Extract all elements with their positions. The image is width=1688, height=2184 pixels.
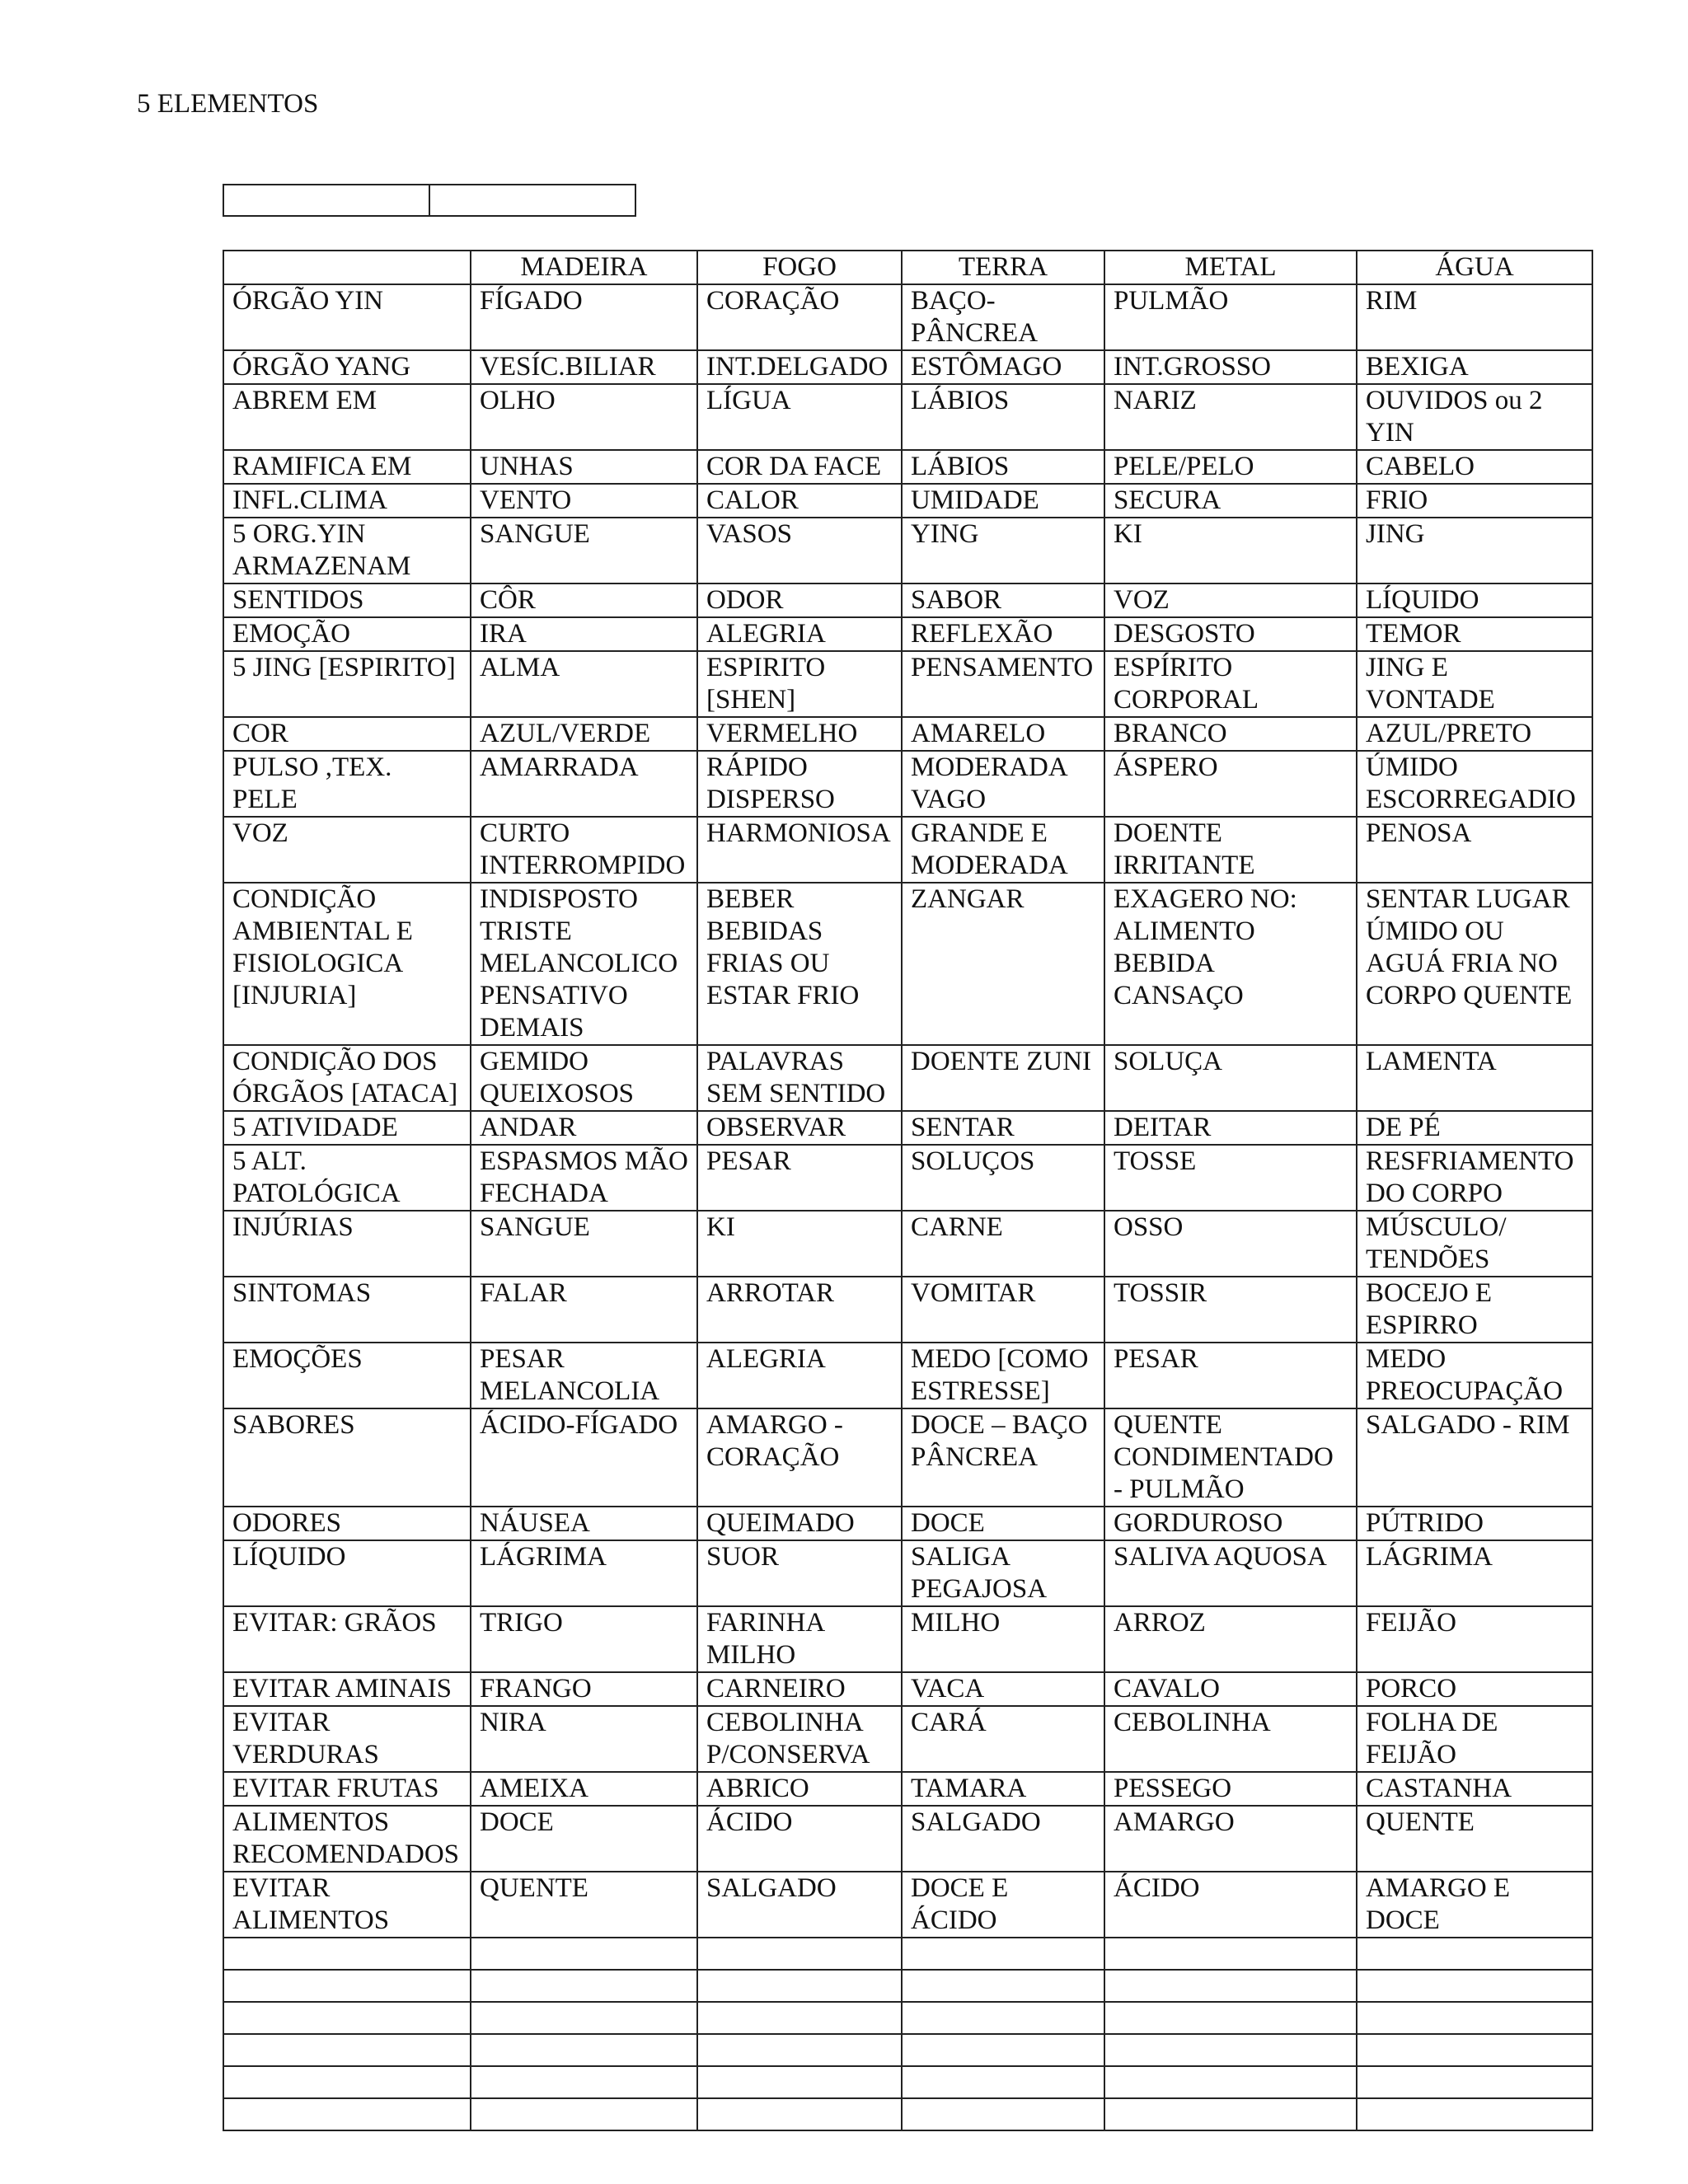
metal-cell: PESSEGO xyxy=(1104,1772,1357,1806)
madeira-cell: NÁUSEA xyxy=(471,1507,697,1540)
agua-cell: MEDO PREOCUPAÇÃO xyxy=(1357,1343,1592,1408)
terra-cell: MILHO xyxy=(902,1606,1104,1672)
empty-cell xyxy=(1357,2034,1592,2066)
empty-row xyxy=(223,2002,1592,2034)
table-row xyxy=(223,1672,1592,1706)
row-label-cell: COR xyxy=(223,717,471,751)
agua-cell: FEIJÃO xyxy=(1357,1606,1592,1672)
empty-cell xyxy=(471,1970,697,2002)
metal-cell: AMARGO xyxy=(1104,1806,1357,1872)
row-label-cell: ODORES xyxy=(223,1507,471,1540)
terra-cell: CARNE xyxy=(902,1211,1104,1277)
empty-cell xyxy=(902,1938,1104,1970)
empty-cell xyxy=(1104,2034,1357,2066)
madeira-cell: AMEIXA xyxy=(471,1772,697,1806)
row-label-cell: ÓRGÃO YIN xyxy=(223,284,471,350)
terra-cell: DOENTE ZUNI xyxy=(902,1045,1104,1111)
madeira-cell: DOCE xyxy=(471,1806,697,1872)
empty-cell xyxy=(471,1938,697,1970)
table-row xyxy=(223,717,1592,751)
metal-cell: PULMÃO xyxy=(1104,284,1357,350)
fogo-cell: VASOS xyxy=(697,518,902,583)
madeira-cell: UNHAS xyxy=(471,450,697,484)
header-metal: METAL xyxy=(1104,251,1357,284)
row-label-cell: PULSO ,TEX. PELE xyxy=(223,751,471,817)
row-label-cell: 5 ORG.YIN ARMAZENAM xyxy=(223,518,471,583)
row-label-cell: EMOÇÃO xyxy=(223,617,471,651)
agua-cell: JING xyxy=(1357,518,1592,583)
empty-cell xyxy=(1357,2002,1592,2034)
madeira-cell: CÔR xyxy=(471,583,697,617)
metal-cell: GORDUROSO xyxy=(1104,1507,1357,1540)
empty-cell xyxy=(1357,2098,1592,2130)
empty-row xyxy=(223,2066,1592,2098)
empty-cell xyxy=(471,2034,697,2066)
empty-cell xyxy=(697,1938,902,1970)
metal-cell: TOSSE xyxy=(1104,1145,1357,1211)
terra-cell: DOCE – BAÇO PÂNCREA xyxy=(902,1408,1104,1507)
terra-cell: ESTÔMAGO xyxy=(902,350,1104,384)
terra-cell: CARÁ xyxy=(902,1706,1104,1772)
table-row xyxy=(223,1507,1592,1540)
five-elements-table xyxy=(223,250,1593,2131)
empty-cell xyxy=(697,2034,902,2066)
fogo-cell: OBSERVAR xyxy=(697,1111,902,1145)
agua-cell: LÁGRIMA xyxy=(1357,1540,1592,1606)
row-label-cell: VOZ xyxy=(223,817,471,883)
metal-cell: OSSO xyxy=(1104,1211,1357,1277)
table-row xyxy=(223,817,1592,883)
empty-cell xyxy=(1104,2002,1357,2034)
row-label-cell: 5 ALT. PATOLÓGICA xyxy=(223,1145,471,1211)
metal-cell: ÁSPERO xyxy=(1104,751,1357,817)
terra-cell: SALIGA PEGAJOSA xyxy=(902,1540,1104,1606)
empty-cell xyxy=(1357,2066,1592,2098)
empty-cell xyxy=(697,2098,902,2130)
metal-cell: EXAGERO NO: ALIMENTO BEBIDA CANSAÇO xyxy=(1104,883,1357,1045)
metal-cell: SOLUÇA xyxy=(1104,1045,1357,1111)
terra-cell: MODERADA VAGO xyxy=(902,751,1104,817)
header-terra: TERRA xyxy=(902,251,1104,284)
metal-cell: QUENTE CONDIMENTADO - PULMÃO xyxy=(1104,1408,1357,1507)
madeira-cell: ESPASMOS MÃO FECHADA xyxy=(471,1145,697,1211)
fogo-cell: COR DA FACE xyxy=(697,450,902,484)
agua-cell: SALGADO - RIM xyxy=(1357,1408,1592,1507)
metal-cell: DESGOSTO xyxy=(1104,617,1357,651)
agua-cell: SENTAR LUGAR ÚMIDO OU AGUÁ FRIA NO CORPO QUENTE xyxy=(1357,883,1592,1045)
empty-cell xyxy=(223,2034,471,2066)
empty-cell xyxy=(697,1970,902,2002)
madeira-cell: NIRA xyxy=(471,1706,697,1772)
terra-cell: DOCE E ÁCIDO xyxy=(902,1872,1104,1938)
metal-cell: DOENTE IRRITANTE xyxy=(1104,817,1357,883)
metal-cell: TOSSIR xyxy=(1104,1277,1357,1343)
fogo-cell: ABRICO xyxy=(697,1772,902,1806)
empty-cell xyxy=(223,1970,471,2002)
fogo-cell: ODOR xyxy=(697,583,902,617)
madeira-cell: AMARRADA xyxy=(471,751,697,817)
header-madeira: MADEIRA xyxy=(471,251,697,284)
madeira-cell: SANGUE xyxy=(471,518,697,583)
empty-row xyxy=(223,2098,1592,2130)
empty-cell xyxy=(697,2002,902,2034)
blank-cell xyxy=(223,185,429,216)
terra-cell: SOLUÇOS xyxy=(902,1145,1104,1211)
row-label-cell: 5 ATIVIDADE xyxy=(223,1111,471,1145)
terra-cell: YING xyxy=(902,518,1104,583)
table-row xyxy=(223,1806,1592,1872)
header-agua: ÁGUA xyxy=(1357,251,1592,284)
agua-cell: RIM xyxy=(1357,284,1592,350)
madeira-cell: ÁCIDO-FÍGADO xyxy=(471,1408,697,1507)
metal-cell: KI xyxy=(1104,518,1357,583)
agua-cell: MÚSCULO/ TENDÕES xyxy=(1357,1211,1592,1277)
fogo-cell: CEBOLINHA P/CONSERVA xyxy=(697,1706,902,1772)
madeira-cell: FALAR xyxy=(471,1277,697,1343)
terra-cell: TAMARA xyxy=(902,1772,1104,1806)
fogo-cell: SALGADO xyxy=(697,1872,902,1938)
fogo-cell: SUOR xyxy=(697,1540,902,1606)
agua-cell: LAMENTA xyxy=(1357,1045,1592,1111)
table-row xyxy=(223,1606,1592,1672)
madeira-cell: ALMA xyxy=(471,651,697,717)
empty-cell xyxy=(1104,1938,1357,1970)
madeira-cell: VENTO xyxy=(471,484,697,518)
fogo-cell: ALEGRIA xyxy=(697,1343,902,1408)
metal-cell: BRANCO xyxy=(1104,717,1357,751)
row-label-cell: INFL.CLIMA xyxy=(223,484,471,518)
row-label-cell: SENTIDOS xyxy=(223,583,471,617)
agua-cell: FRIO xyxy=(1357,484,1592,518)
metal-cell: INT.GROSSO xyxy=(1104,350,1357,384)
terra-cell: VACA xyxy=(902,1672,1104,1706)
row-label-cell: EVITAR AMINAIS xyxy=(223,1672,471,1706)
metal-cell: ESPÍRITO CORPORAL xyxy=(1104,651,1357,717)
agua-cell: BOCEJO E ESPIRRO xyxy=(1357,1277,1592,1343)
terra-cell: PENSAMENTO xyxy=(902,651,1104,717)
terra-cell: VOMITAR xyxy=(902,1277,1104,1343)
row-label-cell: ALIMENTOS RECOMENDADOS xyxy=(223,1806,471,1872)
madeira-cell: TRIGO xyxy=(471,1606,697,1672)
table-row xyxy=(223,518,1592,583)
fogo-cell: ARROTAR xyxy=(697,1277,902,1343)
terra-cell: ZANGAR xyxy=(902,883,1104,1045)
terra-cell: REFLEXÃO xyxy=(902,617,1104,651)
fogo-cell: FARINHA MILHO xyxy=(697,1606,902,1672)
table-row xyxy=(223,484,1592,518)
empty-cell xyxy=(223,2066,471,2098)
table-row xyxy=(223,883,1592,1045)
empty-cell xyxy=(1104,1970,1357,2002)
agua-cell: LÍQUIDO xyxy=(1357,583,1592,617)
table-row xyxy=(223,1277,1592,1343)
metal-cell: ÁCIDO xyxy=(1104,1872,1357,1938)
document-title: 5 ELEMENTOS xyxy=(137,89,319,119)
agua-cell: CABELO xyxy=(1357,450,1592,484)
empty-cell xyxy=(902,2002,1104,2034)
madeira-cell: QUENTE xyxy=(471,1872,697,1938)
table-row xyxy=(223,1772,1592,1806)
terra-cell: MEDO [COMO ESTRESSE] xyxy=(902,1343,1104,1408)
row-label-cell: ABREM EM xyxy=(223,384,471,450)
agua-cell: QUENTE xyxy=(1357,1806,1592,1872)
metal-cell: VOZ xyxy=(1104,583,1357,617)
terra-cell: LÁBIOS xyxy=(902,384,1104,450)
table-row xyxy=(223,1111,1592,1145)
table-row xyxy=(223,1211,1592,1277)
empty-cell xyxy=(697,2066,902,2098)
empty-row xyxy=(223,1970,1592,2002)
empty-row xyxy=(223,2034,1592,2066)
table-body xyxy=(223,284,1592,2130)
fogo-cell: BEBER BEBIDAS FRIAS OU ESTAR FRIO xyxy=(697,883,902,1045)
fogo-cell: VERMELHO xyxy=(697,717,902,751)
table-row xyxy=(223,583,1592,617)
row-label-cell: SABORES xyxy=(223,1408,471,1507)
row-label-cell: INJÚRIAS xyxy=(223,1211,471,1277)
table-row xyxy=(223,651,1592,717)
terra-cell: BAÇO-PÂNCREA xyxy=(902,284,1104,350)
row-label-cell: ÓRGÃO YANG xyxy=(223,350,471,384)
empty-cell xyxy=(1357,1970,1592,2002)
metal-cell: CAVALO xyxy=(1104,1672,1357,1706)
row-label-cell: RAMIFICA EM xyxy=(223,450,471,484)
madeira-cell: CURTO INTERROMPIDO xyxy=(471,817,697,883)
empty-cell xyxy=(471,2066,697,2098)
metal-cell: DEITAR xyxy=(1104,1111,1357,1145)
empty-cell xyxy=(471,2098,697,2130)
madeira-cell: OLHO xyxy=(471,384,697,450)
terra-cell: AMARELO xyxy=(902,717,1104,751)
terra-cell: DOCE xyxy=(902,1507,1104,1540)
agua-cell: PORCO xyxy=(1357,1672,1592,1706)
madeira-cell: ANDAR xyxy=(471,1111,697,1145)
terra-cell: UMIDADE xyxy=(902,484,1104,518)
madeira-cell: IRA xyxy=(471,617,697,651)
row-label-cell: 5 JING [ESPIRITO] xyxy=(223,651,471,717)
row-label-cell: EVITAR FRUTAS xyxy=(223,1772,471,1806)
agua-cell: AZUL/PRETO xyxy=(1357,717,1592,751)
table-row xyxy=(223,1045,1592,1111)
fogo-cell: INT.DELGADO xyxy=(697,350,902,384)
metal-cell: PELE/PELO xyxy=(1104,450,1357,484)
agua-cell: ÚMIDO ESCORREGADIO xyxy=(1357,751,1592,817)
agua-cell: RESFRIAMENTO DO CORPO xyxy=(1357,1145,1592,1211)
agua-cell: JING E VONTADE xyxy=(1357,651,1592,717)
row-label-cell: EVITAR VERDURAS xyxy=(223,1706,471,1772)
fogo-cell: CARNEIRO xyxy=(697,1672,902,1706)
table-row xyxy=(223,1872,1592,1938)
empty-cell xyxy=(223,1938,471,1970)
fogo-cell: RÁPIDO DISPERSO xyxy=(697,751,902,817)
fogo-cell: PESAR xyxy=(697,1145,902,1211)
blank-header-table xyxy=(223,184,636,217)
empty-cell xyxy=(471,2002,697,2034)
row-label-cell: EVITAR: GRÃOS xyxy=(223,1606,471,1672)
fogo-cell: CALOR xyxy=(697,484,902,518)
metal-cell: PESAR xyxy=(1104,1343,1357,1408)
header-fogo: FOGO xyxy=(697,251,902,284)
madeira-cell: FÍGADO xyxy=(471,284,697,350)
blank-cell xyxy=(429,185,635,216)
madeira-cell: FRANGO xyxy=(471,1672,697,1706)
agua-cell: FOLHA DE FEIJÃO xyxy=(1357,1706,1592,1772)
terra-cell: GRANDE E MODERADA xyxy=(902,817,1104,883)
agua-cell: OUVIDOS ou 2 YIN xyxy=(1357,384,1592,450)
row-label-cell: CONDIÇÃO DOS ÓRGÃOS [ATACA] xyxy=(223,1045,471,1111)
fogo-cell: ESPIRITO [SHEN] xyxy=(697,651,902,717)
terra-cell: SENTAR xyxy=(902,1111,1104,1145)
empty-cell xyxy=(902,1970,1104,2002)
madeira-cell: AZUL/VERDE xyxy=(471,717,697,751)
row-label-cell: EMOÇÕES xyxy=(223,1343,471,1408)
agua-cell: DE PÉ xyxy=(1357,1111,1592,1145)
empty-cell xyxy=(1104,2098,1357,2130)
fogo-cell: QUEIMADO xyxy=(697,1507,902,1540)
table-row xyxy=(223,1145,1592,1211)
fogo-cell: AMARGO - CORAÇÃO xyxy=(697,1408,902,1507)
table-row xyxy=(223,751,1592,817)
madeira-cell: SANGUE xyxy=(471,1211,697,1277)
metal-cell: SALIVA AQUOSA xyxy=(1104,1540,1357,1606)
madeira-cell: GEMIDO QUEIXOSOS xyxy=(471,1045,697,1111)
madeira-cell: LÁGRIMA xyxy=(471,1540,697,1606)
empty-cell xyxy=(223,2098,471,2130)
fogo-cell: HARMONIOSA xyxy=(697,817,902,883)
fogo-cell: KI xyxy=(697,1211,902,1277)
madeira-cell: INDISPOSTO TRISTE MELANCOLICO PENSATIVO DEMAIS xyxy=(471,883,697,1045)
terra-cell: SABOR xyxy=(902,583,1104,617)
fogo-cell: CORAÇÃO xyxy=(697,284,902,350)
table-row xyxy=(223,284,1592,350)
terra-cell: LÁBIOS xyxy=(902,450,1104,484)
fogo-cell: ALEGRIA xyxy=(697,617,902,651)
row-label-cell: CONDIÇÃO AMBIENTAL E FISIOLOGICA [INJURIA] xyxy=(223,883,471,1045)
header-cell-empty xyxy=(223,251,471,284)
empty-row xyxy=(223,1938,1592,1970)
empty-cell xyxy=(902,2066,1104,2098)
metal-cell: NARIZ xyxy=(1104,384,1357,450)
agua-cell: PÚTRIDO xyxy=(1357,1507,1592,1540)
metal-cell: ARROZ xyxy=(1104,1606,1357,1672)
table-row xyxy=(223,1343,1592,1408)
row-label-cell: SINTOMAS xyxy=(223,1277,471,1343)
fogo-cell: PALAVRAS SEM SENTIDO xyxy=(697,1045,902,1111)
row-label-cell: EVITAR ALIMENTOS xyxy=(223,1872,471,1938)
table-row xyxy=(223,384,1592,450)
terra-cell: SALGADO xyxy=(902,1806,1104,1872)
blank-row xyxy=(223,185,635,216)
agua-cell: TEMOR xyxy=(1357,617,1592,651)
table-row xyxy=(223,1706,1592,1772)
agua-cell: PENOSA xyxy=(1357,817,1592,883)
fogo-cell: ÁCIDO xyxy=(697,1806,902,1872)
agua-cell: BEXIGA xyxy=(1357,350,1592,384)
table-row xyxy=(223,350,1592,384)
empty-cell xyxy=(902,2098,1104,2130)
madeira-cell: PESAR MELANCOLIA xyxy=(471,1343,697,1408)
fogo-cell: LÍGUA xyxy=(697,384,902,450)
empty-cell xyxy=(902,2034,1104,2066)
empty-cell xyxy=(1104,2066,1357,2098)
agua-cell: AMARGO E DOCE xyxy=(1357,1872,1592,1938)
empty-cell xyxy=(223,2002,471,2034)
metal-cell: SECURA xyxy=(1104,484,1357,518)
metal-cell: CEBOLINHA xyxy=(1104,1706,1357,1772)
madeira-cell: VESÍC.BILIAR xyxy=(471,350,697,384)
empty-cell xyxy=(1357,1938,1592,1970)
row-label-cell: LÍQUIDO xyxy=(223,1540,471,1606)
agua-cell: CASTANHA xyxy=(1357,1772,1592,1806)
table-row xyxy=(223,1408,1592,1507)
table-row xyxy=(223,617,1592,651)
table-row xyxy=(223,1540,1592,1606)
header-row xyxy=(223,251,1592,284)
table-row xyxy=(223,450,1592,484)
